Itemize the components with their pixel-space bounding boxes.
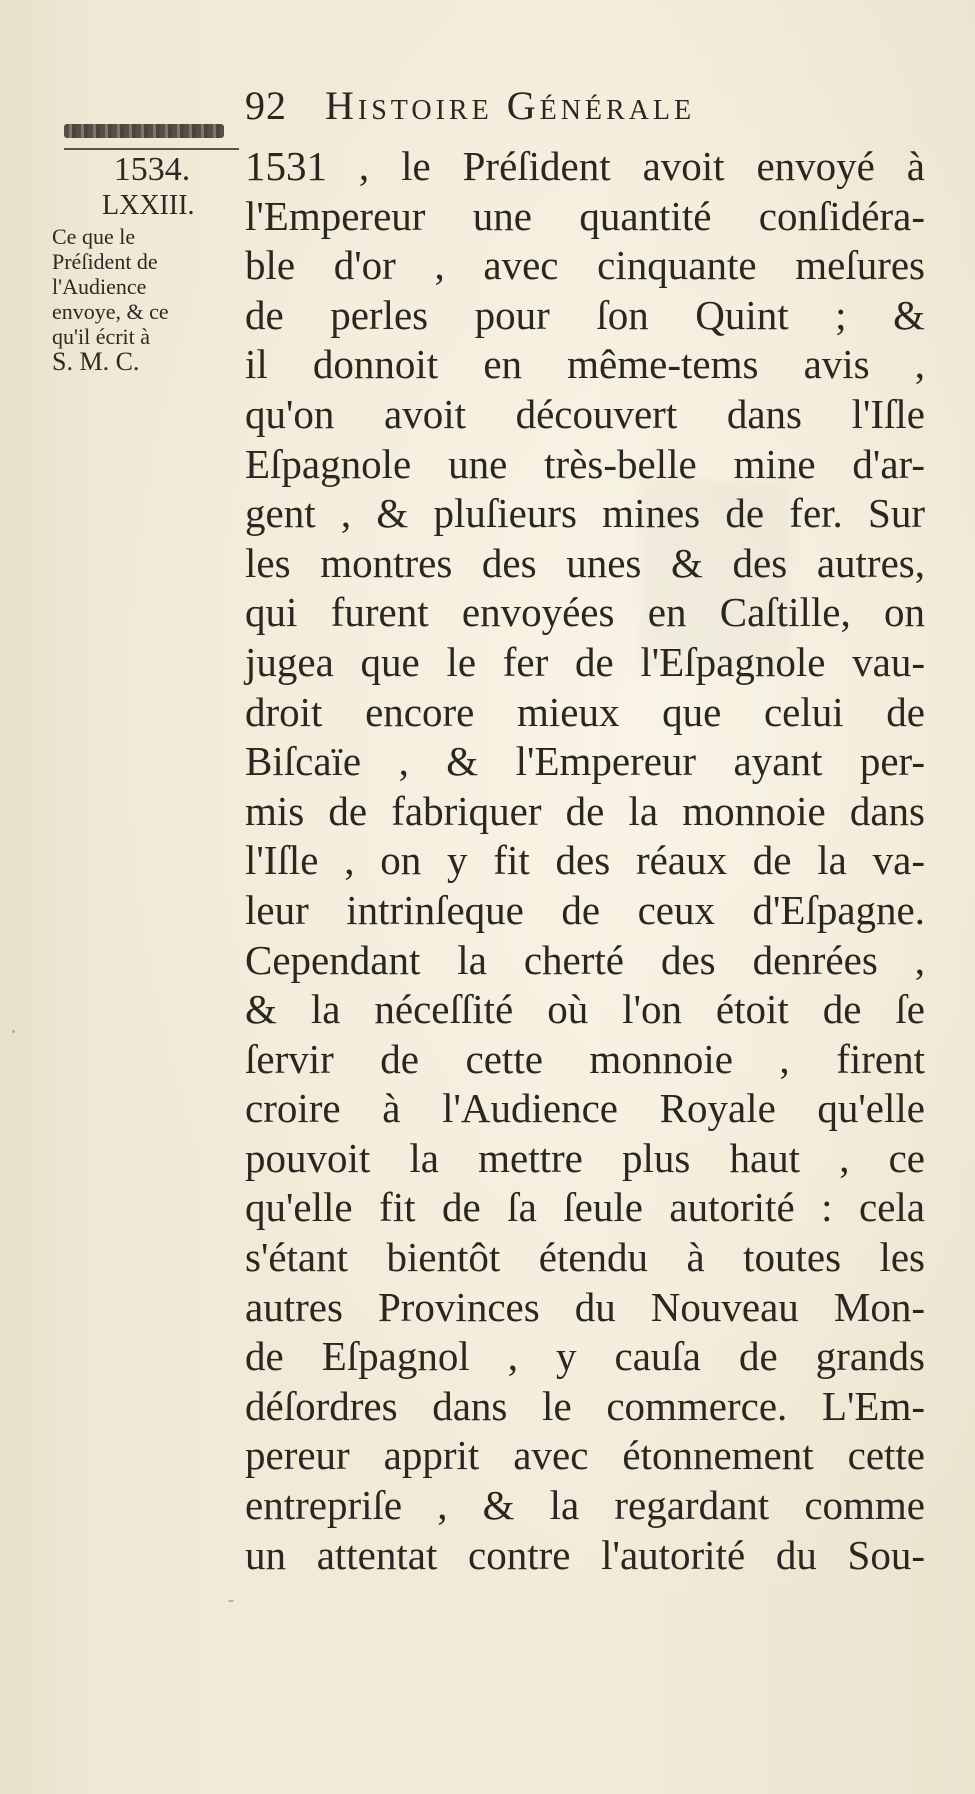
text-line: autres Provinces du Nouveau Mon- [245,1283,925,1330]
text-line: qui furent envoyées en Caſtille, on [245,589,925,636]
text-line: l'Empereur une quantité conſidéra- [245,192,925,239]
running-title: Histoire Générale [325,83,696,128]
margin-summary [52,224,242,374]
text-line: qu'elle fit de ſa ſeule autorité : cela [245,1184,925,1231]
text-line: pereur apprit avec étonnement cette [245,1432,925,1479]
text-line: ble d'or , avec cinquante meſures [245,242,925,289]
text-line: gent , & pluſieurs mines de fer. Sur [245,490,925,537]
text-line: droit encore mieux que celui de [245,688,925,735]
text-line: & la néceſſité où l'on étoit de ſe [245,986,925,1033]
margin-chapter-number: LXXIII. [102,190,195,221]
text-line: pouvoit la mettre plus haut , ce [245,1134,925,1181]
text-line: un attentat contre l'autorité du Sou- [245,1531,925,1578]
margin-line: l'Audience [52,274,147,299]
text-line: Biſcaïe , & l'Empereur ayant per- [245,738,925,785]
body-text [245,142,925,1580]
text-line: s'étant bientôt étendu à toutes les [245,1234,925,1281]
running-header [245,82,925,142]
text-line: Eſpagnole une très-belle mine d'ar- [245,440,925,487]
text-line: Cependant la cherté des denrées , [245,936,925,983]
text-line: 1531 , le Préſident avoit envoyé à [245,143,925,189]
margin-line: S. M. C. [52,347,140,376]
margin-line: envoye, & ce [52,299,169,324]
text-line: jugea que le fer de l'Eſpagnole vau- [245,638,925,685]
text-line: de perles pour ſon Quint ; & [245,291,925,338]
margin-line: Ce que le [52,224,136,249]
text-line: leur intrinſeque de ceux d'Eſpagne. [245,886,925,933]
text-line: il donnoit en même-tems avis , [245,341,925,388]
text-line: mis de fabriquer de la monnoie dans [245,787,925,834]
header-ornament [64,124,224,138]
text-line: entrepriſe , & la regardant comme [245,1482,925,1529]
paper-speck [12,1030,15,1033]
text-line: ſervir de cette monnoie , firent [245,1035,925,1082]
margin-note [52,150,242,374]
text-line: les montres des unes & des autres, [245,539,925,586]
margin-year: 1534. [113,151,191,188]
page-number: 92 [245,83,287,128]
paper-speck [228,1600,234,1602]
margin-line: Préſident de [52,249,158,274]
text-line: qu'on avoit découvert dans l'Iſle [245,390,925,437]
text-line: de Eſpagnol , y cauſa de grands [245,1333,925,1380]
text-line: l'Iſle , on y fit des réaux de la va- [245,837,925,884]
text-line: croire à l'Audience Royale qu'elle [245,1085,925,1132]
margin-line: qu'il écrit à [52,324,151,349]
text-line: déſordres dans le commerce. L'Em- [245,1382,925,1429]
